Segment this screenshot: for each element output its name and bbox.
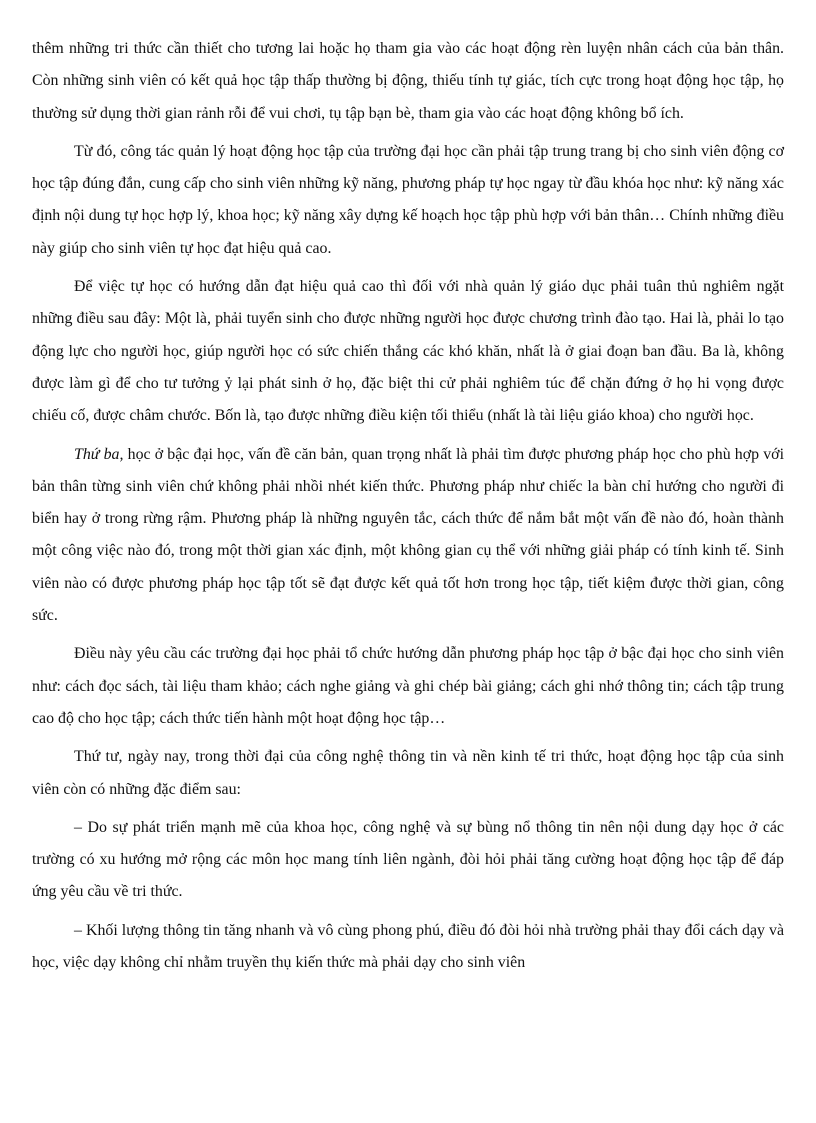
paragraph-1: thêm những tri thức cần thiết cho tương lai hoặc họ tham gia vào các hoạt động rèn luyện nhân cách của bản thân. Còn những sinh viên có kết quả học tập thấp thường bị động, thiếu tính tự giác, tích cực trong hoạt động học tập, họ thường sử dụng thời gian rảnh rỗi để vui chơi, tụ tập bạn bè, tham gia vào các hoạt động không bổ ích. xyxy=(32,40,784,122)
paragraph-4 xyxy=(32,439,784,633)
document-page xyxy=(32,33,784,985)
paragraph-6: Thứ tư, ngày nay, trong thời đại của công nghệ thông tin và nền kinh tế tri thức, hoạt động học tập của sinh viên còn có những đặc điểm sau: xyxy=(32,748,784,798)
paragraph-8: – Khối lượng thông tin tăng nhanh và vô cùng phong phú, điều đó đòi hỏi nhà trường phải thay đổi cách dạy và học, việc dạy không chỉ nhằm truyền thụ kiến thức mà phải dạy cho sinh viên xyxy=(32,921,784,972)
paragraph-5: Điều này yêu cầu các trường đại học phải tổ chức hướng dẫn phương pháp học tập ở bậc đại học cho sinh viên như: cách đọc sách, tài liệu tham khảo; cách nghe giảng và ghi chép bài giảng; cách ghi nhớ thông tin; cách tập trung cao độ cho học tập; cách thức tiến hành một hoạt động học tập… xyxy=(32,645,784,727)
paragraph-4-body: học ở bậc đại học, vấn đề căn bản, quan trọng nhất là phải tìm được phương pháp học cho phù hợp với bản thân từng sinh viên chứ không phải nhồi nhét kiến thức. Phương pháp như chiếc la bàn chỉ hướng cho người đi biển hay ở trong rừng rậm. Phương pháp là những nguyên tắc, cách thức để nắm bắt một vấn đề nào đó, hoàn thành một công việc nào đó, trong một thời gian xác định, một không gian cụ thể với những giải pháp có tính kinh tế. Sinh viên nào có được phương pháp học tập tốt sẽ đạt được kết quả tốt hơn trong học tập, tiết kiệm được thời gian, công sức. xyxy=(32,445,785,625)
paragraph-7: – Do sự phát triển mạnh mẽ của khoa học, công nghệ và sự bùng nổ thông tin nên nội dung dạy học ở các trường có xu hướng mở rộng các môn học mang tính liên ngành, đòi hỏi phải tăng cường hoạt động học tập để đáp ứng yêu cầu về tri thức. xyxy=(32,818,784,901)
paragraph-2: Từ đó, công tác quản lý hoạt động học tập của trường đại học cần phải tập trung trang bị cho sinh viên động cơ học tập đúng đắn, cung cấp cho sinh viên những kỹ năng, phương pháp tự học ngay từ đầu khóa học như: kỹ năng xác định nội dung tự học hợp lý, khoa học; kỹ năng xây dựng kế hoạch học tập phù hợp với bản thân… Chính những điều này giúp cho sinh viên tự học đạt hiệu quả cao. xyxy=(32,142,784,257)
paragraph-4-lead: Thứ ba, xyxy=(74,445,124,463)
paragraph-3: Để việc tự học có hướng dẫn đạt hiệu quả cao thì đối với nhà quản lý giáo dục phải tuân thủ nghiêm ngặt những điều sau đây: Một là, phải tuyển sinh cho được những người học được chương trình đào tạo. Hai là, phải lo tạo động lực cho người học, giúp người học có sức chiến thắng các khó khăn, nhất là ở giai đoạn ban đầu. Ba là, không được làm gì để cho tư tưởng ỷ lại phát sinh ở họ, đặc biệt thi cử phải nghiêm túc để chặn đứng ở họ hi vọng được chiếu cố, được châm chước. Bốn là, tạo được những điều kiện tối thiểu (nhất là tài liệu giáo khoa) cho người học. xyxy=(32,278,784,425)
